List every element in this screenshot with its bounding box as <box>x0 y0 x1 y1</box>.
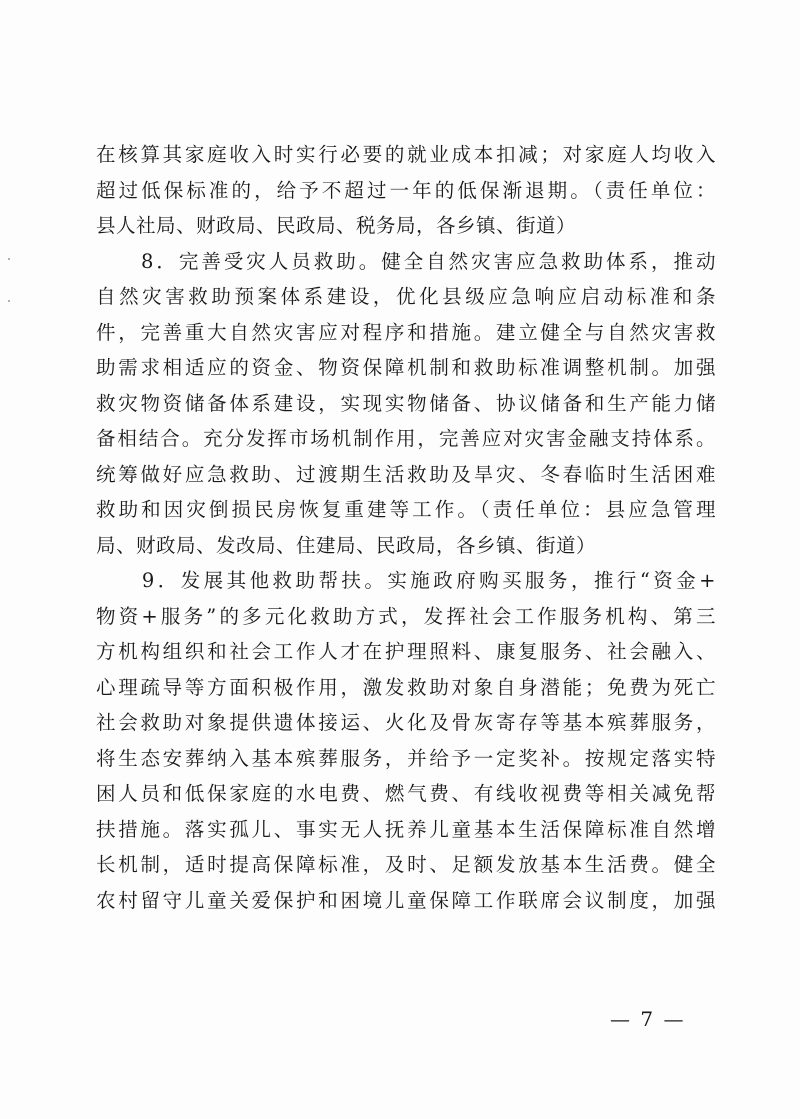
text-line: 长机制，适时提高保障标准，及时、足额发放基本生活费。健全 <box>96 853 716 876</box>
text-line: 在核算其家庭收入时实行必要的就业成本扣减；对家庭人均收入 <box>96 143 716 166</box>
text-line: 心理疏导等方面积极作用，激发救助对象自身潜能；免费为死亡 <box>96 675 716 699</box>
text-line: 统筹做好应急救助、过渡期生活救助及旱灾、冬春临时生活困难 <box>96 462 716 486</box>
text-line: 农村留守儿童关爱保护和困境儿童保障工作联席会议制度，加强 <box>96 888 716 912</box>
text-line: 社会救助对象提供遗体接运、火化及骨灰寄存等基本殡葬服务， <box>96 711 716 734</box>
text-line: 自然灾害救助预案体系建设，优化县级应急响应启动标准和条 <box>96 285 716 308</box>
text-line: 9．发展其他救助帮扶。实施政府购买服务，推行“资金+ <box>96 569 716 592</box>
text-line: 扶措施。落实孤儿、事实无人抚养儿童基本生活保障标准自然增 <box>96 817 716 841</box>
text-line: 局、财政局、发改局、住建局、民政局，各乡镇、街道） <box>96 533 597 557</box>
text-line: 救灾物资储备体系建设，实现实物储备、协议储备和生产能力储 <box>96 391 716 415</box>
text-line: 救助和因灾倒损民房恢复重建等工作。（责任单位：县应急管理 <box>96 498 716 521</box>
page-number: — 7 — <box>610 1007 686 1031</box>
text-line: 助需求相适应的资金、物资保障机制和救助标准调整机制。加强 <box>96 356 716 379</box>
text-line: 件，完善重大自然灾害应对程序和措施。建立健全与自然灾害救 <box>96 320 716 344</box>
text-line: 县人社局、财政局、民政局、税务局，各乡镇、街道） <box>96 214 577 237</box>
text-line: 方机构组织和社会工作人才在护理照料、康复服务、社会融入、 <box>96 640 716 663</box>
body-text <box>96 137 716 918</box>
text-line: 备相结合。充分发挥市场机制作用，完善应对灾害金融支持体系。 <box>96 427 716 450</box>
text-line: 困人员和低保家庭的水电费、燃气费、有线收视费等相关减免帮 <box>96 782 716 805</box>
text-line: 8．完善受灾人员救助。健全自然灾害应急救助体系，推动 <box>96 249 716 273</box>
scan-speck <box>8 258 10 260</box>
text-line: 将生态安葬纳入基本殡葬服务，并给予一定奖补。按规定落实特 <box>96 746 716 770</box>
scan-speck <box>8 300 10 302</box>
text-line: 超过低保标准的，给予不超过一年的低保渐退期。（责任单位： <box>96 178 716 202</box>
text-line: 物资+服务”的多元化救助方式，发挥社会工作服务机构、第三 <box>96 604 716 628</box>
